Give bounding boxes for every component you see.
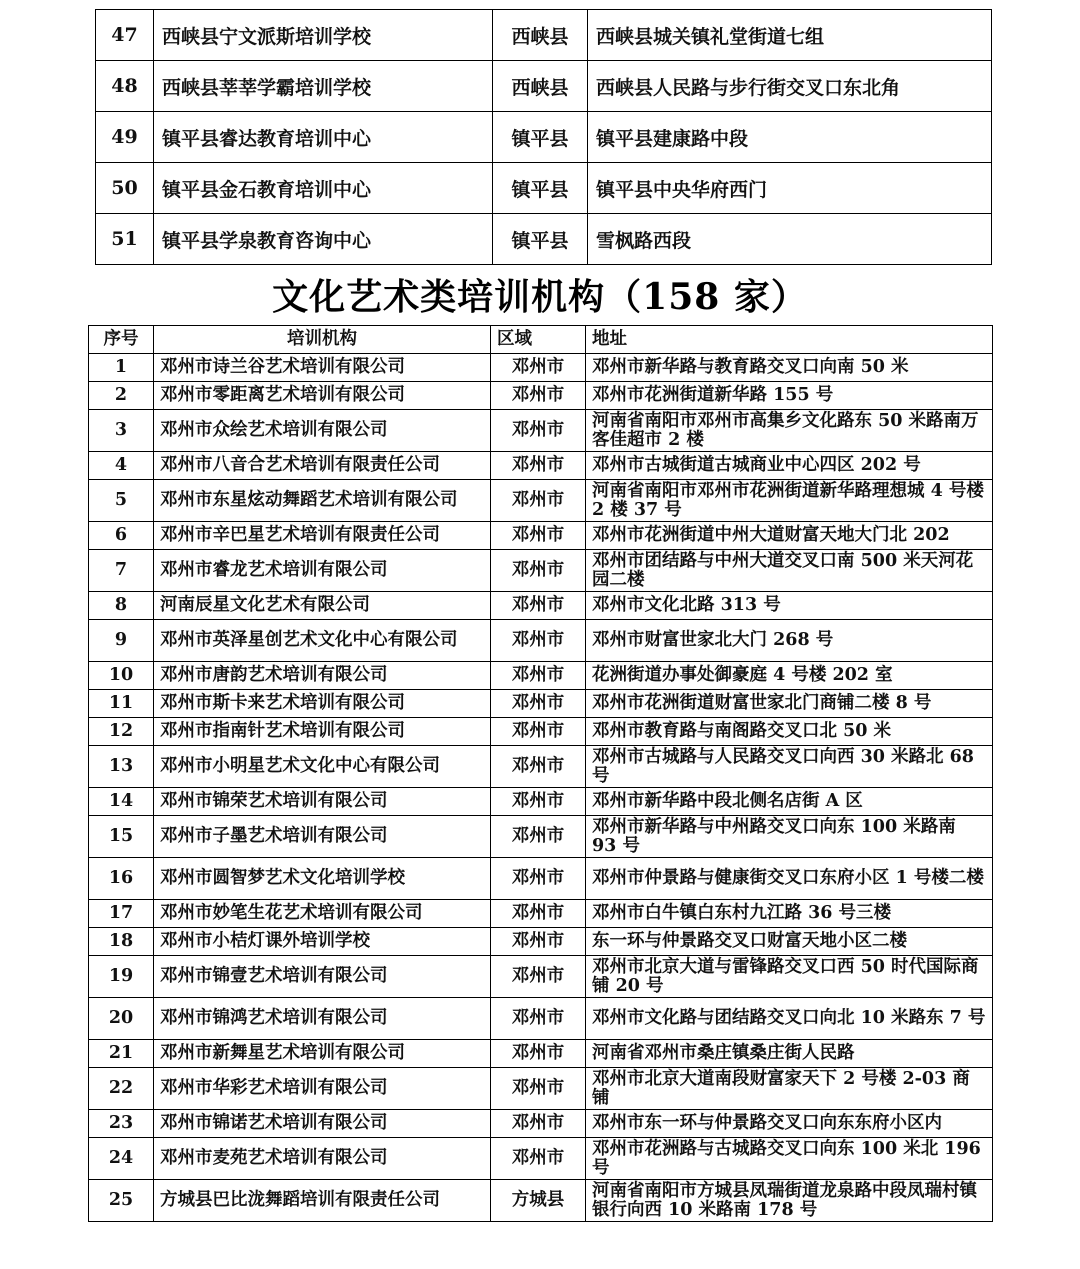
region: 邓州市 xyxy=(491,956,586,998)
address: 邓州市花洲街道中州大道财富天地大门北 202 xyxy=(586,522,993,550)
row-number: 10 xyxy=(89,662,154,690)
address: 邓州市仲景路与健康街交叉口东府小区 1 号楼二楼 xyxy=(586,858,993,900)
table-row xyxy=(96,214,992,265)
table-header-row xyxy=(89,326,993,354)
region: 镇平县 xyxy=(493,214,588,265)
table-row xyxy=(89,928,993,956)
region: 邓州市 xyxy=(491,354,586,382)
table-row xyxy=(89,480,993,522)
address: 邓州市新华路中段北侧名店街 A 区 xyxy=(586,788,993,816)
row-number: 14 xyxy=(89,788,154,816)
table-row xyxy=(96,61,992,112)
institution-name: 邓州市小明星艺术文化中心有限公司 xyxy=(154,746,491,788)
table-row xyxy=(89,662,993,690)
address: 邓州市白牛镇白东村九江路 36 号三楼 xyxy=(586,900,993,928)
address: 邓州市花洲街道财富世家北门商铺二楼 8 号 xyxy=(586,690,993,718)
address: 邓州市团结路与中州大道交叉口南 500 米天河花园二楼 xyxy=(586,550,993,592)
address: 河南省邓州市桑庄镇桑庄街人民路 xyxy=(586,1040,993,1068)
address: 邓州市北京大道与雷锋路交叉口西 50 时代国际商铺 20 号 xyxy=(586,956,993,998)
address: 邓州市文化路与团结路交叉口向北 10 米路东 7 号 xyxy=(586,998,993,1040)
institution-name: 西峡县宁文派斯培训学校 xyxy=(154,10,493,61)
region: 西峡县 xyxy=(493,61,588,112)
region: 邓州市 xyxy=(491,746,586,788)
row-number: 9 xyxy=(89,620,154,662)
row-number: 7 xyxy=(89,550,154,592)
table-row xyxy=(89,900,993,928)
row-number: 12 xyxy=(89,718,154,746)
row-number: 11 xyxy=(89,690,154,718)
institution-name: 邓州市麦苑艺术培训有限公司 xyxy=(154,1138,491,1180)
section-title: 文化艺术类培训机构（158 家） xyxy=(272,276,808,318)
table-row xyxy=(89,788,993,816)
institution-name: 邓州市辛巴星艺术培训有限责任公司 xyxy=(154,522,491,550)
row-number: 19 xyxy=(89,956,154,998)
row-number: 3 xyxy=(89,410,154,452)
table-row xyxy=(89,620,993,662)
row-number: 47 xyxy=(96,10,154,61)
table-row xyxy=(89,816,993,858)
institution-name: 邓州市英泽星创艺术文化中心有限公司 xyxy=(154,620,491,662)
header-region: 区域 xyxy=(491,326,586,354)
table-row xyxy=(89,452,993,480)
institution-table xyxy=(88,325,993,1222)
institution-name: 镇平县睿达教育培训中心 xyxy=(154,112,493,163)
institution-name: 邓州市妙笔生花艺术培训有限公司 xyxy=(154,900,491,928)
institution-name: 邓州市锦荣艺术培训有限公司 xyxy=(154,788,491,816)
region: 邓州市 xyxy=(491,816,586,858)
region: 邓州市 xyxy=(491,1110,586,1138)
table-row xyxy=(89,1040,993,1068)
header-institution: 培训机构 xyxy=(154,326,491,354)
address: 邓州市教育路与南阁路交叉口北 50 米 xyxy=(586,718,993,746)
region: 邓州市 xyxy=(491,410,586,452)
region: 邓州市 xyxy=(491,900,586,928)
row-number: 8 xyxy=(89,592,154,620)
institution-name: 邓州市锦壹艺术培训有限公司 xyxy=(154,956,491,998)
address: 河南省南阳市邓州市高集乡文化路东 50 米路南万客佳超市 2 楼 xyxy=(586,410,993,452)
institution-name: 邓州市八音合艺术培训有限责任公司 xyxy=(154,452,491,480)
address: 花洲街道办事处御豪庭 4 号楼 202 室 xyxy=(586,662,993,690)
address: 西峡县人民路与步行街交叉口东北角 xyxy=(588,61,992,112)
region: 邓州市 xyxy=(491,550,586,592)
row-number: 13 xyxy=(89,746,154,788)
address: 邓州市新华路与教育路交叉口向南 50 米 xyxy=(586,354,993,382)
region: 邓州市 xyxy=(491,480,586,522)
region: 邓州市 xyxy=(491,690,586,718)
institution-name: 邓州市东星炫动舞蹈艺术培训有限公司 xyxy=(154,480,491,522)
institution-name: 邓州市锦诺艺术培训有限公司 xyxy=(154,1110,491,1138)
table-row xyxy=(89,382,993,410)
row-number: 17 xyxy=(89,900,154,928)
address: 东一环与仲景路交叉口财富天地小区二楼 xyxy=(586,928,993,956)
address: 邓州市东一环与仲景路交叉口向东东府小区内 xyxy=(586,1110,993,1138)
table-row xyxy=(89,718,993,746)
institution-name: 邓州市斯卡来艺术培训有限公司 xyxy=(154,690,491,718)
row-number: 24 xyxy=(89,1138,154,1180)
institution-name: 邓州市华彩艺术培训有限公司 xyxy=(154,1068,491,1110)
row-number: 48 xyxy=(96,61,154,112)
table-row xyxy=(89,1068,993,1110)
table-row xyxy=(89,998,993,1040)
table-row xyxy=(89,1138,993,1180)
row-number: 18 xyxy=(89,928,154,956)
row-number: 50 xyxy=(96,163,154,214)
table-row xyxy=(89,858,993,900)
address: 西峡县城关镇礼堂街道七组 xyxy=(588,10,992,61)
row-number: 22 xyxy=(89,1068,154,1110)
region: 邓州市 xyxy=(491,1068,586,1110)
institution-name: 邓州市锦鸿艺术培训有限公司 xyxy=(154,998,491,1040)
row-number: 6 xyxy=(89,522,154,550)
row-number: 2 xyxy=(89,382,154,410)
institution-name: 邓州市新舞星艺术培训有限公司 xyxy=(154,1040,491,1068)
table-row xyxy=(89,550,993,592)
row-number: 1 xyxy=(89,354,154,382)
institution-name: 邓州市众绘艺术培训有限公司 xyxy=(154,410,491,452)
table-row xyxy=(89,410,993,452)
institution-name: 邓州市子墨艺术培训有限公司 xyxy=(154,816,491,858)
table-row xyxy=(89,690,993,718)
table-row xyxy=(89,522,993,550)
institution-name: 邓州市小桔灯课外培训学校 xyxy=(154,928,491,956)
row-number: 4 xyxy=(89,452,154,480)
header-number: 序号 xyxy=(89,326,154,354)
address: 邓州市古城街道古城商业中心四区 202 号 xyxy=(586,452,993,480)
address: 邓州市北京大道南段财富家天下 2 号楼 2-03 商铺 xyxy=(586,1068,993,1110)
region: 邓州市 xyxy=(491,452,586,480)
region: 镇平县 xyxy=(493,163,588,214)
institution-name: 西峡县莘莘学霸培训学校 xyxy=(154,61,493,112)
address: 河南省南阳市邓州市花洲街道新华路理想城 4 号楼 2 楼 37 号 xyxy=(586,480,993,522)
row-number: 23 xyxy=(89,1110,154,1138)
table-row xyxy=(89,1180,993,1222)
region: 邓州市 xyxy=(491,858,586,900)
address: 镇平县中央华府西门 xyxy=(588,163,992,214)
region: 邓州市 xyxy=(491,1040,586,1068)
row-number: 5 xyxy=(89,480,154,522)
row-number: 49 xyxy=(96,112,154,163)
institution-name: 邓州市零距离艺术培训有限公司 xyxy=(154,382,491,410)
institution-name: 邓州市诗兰谷艺术培训有限公司 xyxy=(154,354,491,382)
region: 邓州市 xyxy=(491,382,586,410)
header-address: 地址 xyxy=(586,326,993,354)
region: 邓州市 xyxy=(491,788,586,816)
region: 邓州市 xyxy=(491,620,586,662)
institution-name: 镇平县金石教育培训中心 xyxy=(154,163,493,214)
region: 邓州市 xyxy=(491,718,586,746)
table-row xyxy=(89,746,993,788)
address: 邓州市花洲路与古城路交叉口向东 100 米北 196 号 xyxy=(586,1138,993,1180)
region: 邓州市 xyxy=(491,522,586,550)
row-number: 51 xyxy=(96,214,154,265)
address: 镇平县建康路中段 xyxy=(588,112,992,163)
row-number: 15 xyxy=(89,816,154,858)
table-row xyxy=(89,592,993,620)
region: 邓州市 xyxy=(491,662,586,690)
table-row xyxy=(96,10,992,61)
table-row xyxy=(89,354,993,382)
table-row xyxy=(89,1110,993,1138)
table-row xyxy=(89,956,993,998)
region: 邓州市 xyxy=(491,592,586,620)
institution-name: 邓州市圆智梦艺术文化培训学校 xyxy=(154,858,491,900)
institution-name: 邓州市指南针艺术培训有限公司 xyxy=(154,718,491,746)
region: 邓州市 xyxy=(491,998,586,1040)
institution-name: 河南辰星文化艺术有限公司 xyxy=(154,592,491,620)
region: 镇平县 xyxy=(493,112,588,163)
institution-name: 方城县巴比泷舞蹈培训有限责任公司 xyxy=(154,1180,491,1222)
address: 邓州市财富世家北大门 268 号 xyxy=(586,620,993,662)
table-row xyxy=(96,163,992,214)
row-number: 20 xyxy=(89,998,154,1040)
institution-name: 镇平县学泉教育咨询中心 xyxy=(154,214,493,265)
address: 邓州市新华路与中州路交叉口向东 100 米路南 93 号 xyxy=(586,816,993,858)
address: 雪枫路西段 xyxy=(588,214,992,265)
top-table xyxy=(95,9,992,265)
row-number: 21 xyxy=(89,1040,154,1068)
region: 方城县 xyxy=(491,1180,586,1222)
institution-name: 邓州市睿龙艺术培训有限公司 xyxy=(154,550,491,592)
address: 邓州市花洲街道新华路 155 号 xyxy=(586,382,993,410)
region: 西峡县 xyxy=(493,10,588,61)
region: 邓州市 xyxy=(491,1138,586,1180)
institution-name: 邓州市唐韵艺术培训有限公司 xyxy=(154,662,491,690)
table-row xyxy=(96,112,992,163)
region: 邓州市 xyxy=(491,928,586,956)
row-number: 16 xyxy=(89,858,154,900)
row-number: 25 xyxy=(89,1180,154,1222)
address: 邓州市文化北路 313 号 xyxy=(586,592,993,620)
address: 河南省南阳市方城县凤瑞街道龙泉路中段凤瑞村镇银行向西 10 米路南 178 号 xyxy=(586,1180,993,1222)
address: 邓州市古城路与人民路交叉口向西 30 米路北 68 号 xyxy=(586,746,993,788)
